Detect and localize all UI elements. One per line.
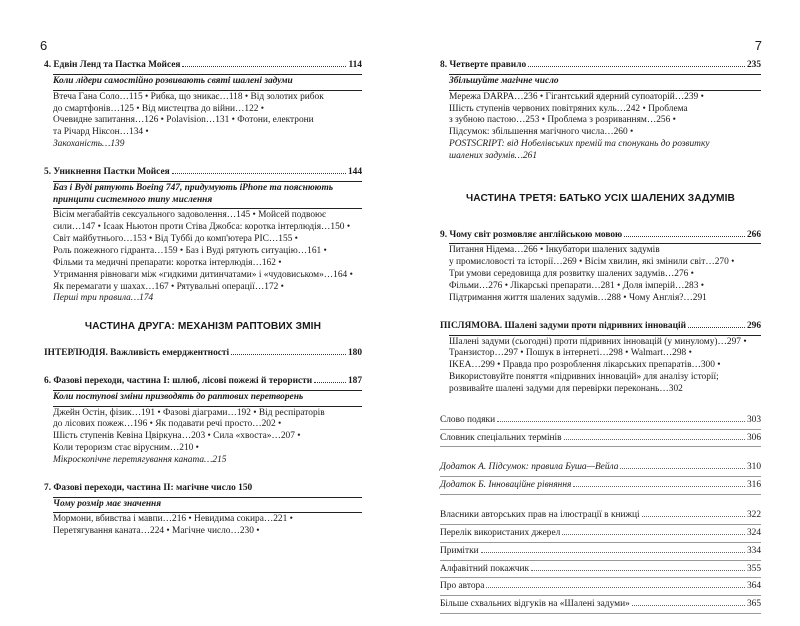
chapter-subtitle: Збільшуйте магічне число — [449, 75, 559, 86]
back-matter-item: Власники авторських прав на ілюстрації в книжці 322 — [440, 507, 761, 525]
toc-line: Вісім мегабайтів сексуального задоволення…145 • Мойсей подвоює — [53, 210, 327, 221]
leader-dots — [182, 66, 346, 67]
back-matter-item: Про автора 364 — [440, 578, 761, 596]
leader-dots — [573, 486, 745, 487]
divider — [449, 335, 761, 336]
toc-line: Фільми та медичні препарати: коротка інтерлюдія…162 • — [53, 257, 282, 268]
toc-line: Коли тероризм стає вірусним…210 • — [53, 443, 199, 454]
chapter-title: 7. Фазові переходи, частина II: магічне число 150 — [44, 482, 253, 493]
toc-line: Шість ступенів червоних повітряних куль…242 • Проблема — [449, 103, 688, 114]
chapter-title: 4. Едвін Ленд та Пастка Мойсея — [44, 60, 181, 70]
chapter-subtitle: Чому розмір має значення — [53, 498, 162, 509]
chapter-heading — [44, 167, 362, 179]
chapter-heading — [44, 483, 362, 495]
chapter-subtitle: Коли поступові зміни призводять до раптових перетворень — [53, 391, 304, 402]
toc-line: у промисловості та історії…269 • Вісім хвилин, які змінили світ…270 • — [449, 257, 735, 268]
toc-line: Роль пожежного гідранта…159 • Баз і Вуді рятують ситуацію…161 • — [53, 245, 327, 256]
toc-line: IKEA…299 • Правда про розроблення лікарських препаратів…300 • — [449, 360, 721, 371]
toc-line: Перетягування каната…224 • Магічне число…230 • — [53, 526, 260, 537]
toc-line: Транзистор…297 • Пошук в інтернеті…298 • Walmart…298 • — [449, 348, 692, 359]
toc-line: Утримання рівноваги між «гидкими дитинчатами» і «чудовиськом»…164 • — [53, 269, 353, 280]
part-two-heading: ЧАСТИНА ДРУГА: МЕХАНІЗМ РАПТОВИХ ЗМІН — [84, 321, 322, 333]
toc-chapter-8 — [440, 60, 761, 163]
chapter-title: 5. Уникнення Пастки Мойсея — [44, 166, 170, 177]
divider — [53, 181, 362, 182]
leader-dots — [528, 66, 745, 67]
chapter-title: ПІСЛЯМОВА. Шалені задуми проти підривних інновацій — [440, 320, 687, 331]
toc-line: Втеча Гана Соло…115 • Рибка, що зникає…118 • Від золотих рибок — [53, 91, 324, 102]
chapter-page: 114 — [348, 60, 362, 70]
divider — [53, 497, 362, 498]
divider — [449, 74, 761, 75]
toc-chapter-6 — [44, 376, 362, 467]
toc-line: до смартфонів…125 • Від мистецтва до війни…122 • — [53, 103, 265, 114]
toc-chapter-9 — [440, 230, 761, 305]
toc-chapter-5 — [44, 167, 362, 305]
leader-dots — [231, 354, 346, 355]
leader-dots — [562, 534, 745, 535]
toc-line: Шість ступенів Кевіна Цвіркуна…203 • Сила «хвоста»…207 • — [53, 431, 301, 442]
interlude-title: ІНТЕРЛЮДІЯ. Важливість емерджентності — [44, 348, 230, 359]
chapter-heading — [44, 376, 362, 388]
leader-dots — [497, 421, 745, 422]
leader-dots — [481, 552, 745, 553]
chapter-subtitle: Коли лідери самостійно розвивають святі шалені задуми — [53, 75, 293, 86]
toc-line: Питання Нідема…266 • Інкубатори шалених задумів — [449, 245, 660, 256]
toc-column — [44, 60, 362, 554]
divider — [449, 90, 761, 91]
leader-dots — [642, 516, 745, 517]
leader-dots — [632, 605, 745, 606]
chapter-heading — [440, 230, 761, 242]
back-matter-item: Більше схвальних відгуків на «Шалені задуми» 365 — [440, 596, 761, 614]
toc-line: Закоханість…139 — [53, 139, 125, 150]
toc-line: Перші три правила…174 — [53, 293, 154, 304]
chapter-subtitle: Баз і Вуді рятують Boeing 747, придумують iPhone та пояснюють принципи системного типу мислення — [53, 182, 334, 205]
back-matter-group-3 — [440, 507, 761, 614]
toc-line: розвивайте шалені задуми для перевірки переконань…302 — [449, 383, 683, 394]
chapter-page: 235 — [746, 60, 761, 70]
toc-chapter-7 — [44, 483, 362, 538]
divider — [53, 90, 362, 91]
toc-line: Очевидне запитання…126 • Polavision…131 • Фотони, електрони — [53, 115, 314, 126]
chapter-title: 6. Фазові переходи, частина I: шлюб, лісові пожежі й терористи — [44, 375, 313, 386]
toc-line: до лісових пожеж…196 • Як подавати речі просто…202 • — [53, 419, 282, 430]
right-page — [400, 0, 800, 610]
toc-line: Мікроскопічне перетягування каната…215 — [53, 454, 227, 465]
leader-dots — [624, 236, 745, 237]
page-number: 6 — [40, 38, 48, 53]
toc-line: Підсумок: збільшення магічного числа…260 • — [449, 127, 634, 138]
back-matter-item: Алфавітний покажчик 355 — [440, 561, 761, 579]
chapter-title: 8. Четверте правило — [440, 60, 527, 70]
interlude-heading — [44, 348, 362, 360]
toc-line: сили…147 • Ісаак Ньютон проти Стіва Джобса: коротка інтерлюдія…150 • — [53, 222, 351, 233]
toc-line: Мормони, вбивства і мавпи…216 • Невидима сокира…221 • — [53, 514, 293, 525]
toc-line: Фільми…276 • Лікарські препарати…281 • Доля імперій…283 • — [449, 280, 705, 291]
back-matter-item: Слово подяки 303 — [440, 412, 761, 430]
leader-dots — [688, 327, 745, 328]
toc-line: шалених задумів…261 — [449, 150, 538, 161]
chapter-page: 296 — [746, 320, 761, 331]
leader-dots — [314, 382, 346, 383]
divider — [53, 406, 362, 407]
toc-afterword — [440, 321, 761, 396]
chapter-page: 187 — [347, 375, 362, 386]
interlude-page: 180 — [347, 348, 362, 359]
toc-line: Використовуйте поняття «підривних інновацій» для аналізу історії; — [449, 372, 719, 383]
leader-dots — [564, 439, 745, 440]
toc-line: Мережа DARPA…236 • Гігантський ядерний супоаторій…239 • — [449, 91, 704, 102]
chapter-heading — [440, 60, 761, 72]
back-matter-item: Додаток А. Підсумок: правила Буша—Вейла 310 — [440, 459, 761, 477]
divider — [53, 74, 362, 75]
chapter-heading — [44, 60, 362, 72]
toc-line: Шалені задуми (сьогодні) проти підривних інновацій (у минулому)…297 • — [449, 336, 747, 347]
toc-chapter-4 — [44, 60, 362, 151]
back-matter-item: Словник спеціальних термінів 306 — [440, 430, 761, 448]
toc-line: POSTSCRIPT: від Нобелівських премій та спонукань до розвитку — [449, 139, 710, 150]
divider — [53, 390, 362, 391]
leader-dots — [620, 468, 745, 469]
chapter-page: 266 — [746, 229, 761, 240]
chapter-page: 144 — [347, 166, 362, 177]
toc-line: Світ майбутнього…153 • Від Туббі до комп'ютера PIC…155 • — [53, 234, 298, 245]
left-page — [0, 0, 400, 570]
toc-column — [440, 60, 761, 626]
back-matter-item: Додаток Б. Інноваційне рівняння 316 — [440, 477, 761, 495]
toc-line: та Річард Ніксон…134 • — [53, 127, 149, 138]
toc-line: Джейн Остін, фізик…191 • Фазові діаграми…192 • Від респіраторів — [53, 407, 325, 418]
part-three-heading: ЧАСТИНА ТРЕТЯ: БАТЬКО УСІХ ШАЛЕНИХ ЗАДУМІВ — [465, 192, 736, 204]
back-matter-item: Перелік використаних джерел 324 — [440, 525, 761, 543]
back-matter-group-1 — [440, 412, 761, 448]
page-number: 7 — [754, 38, 762, 53]
toc-line: Як перемагати у шахах…167 • Рятувальні операції…172 • — [53, 281, 284, 292]
chapter-title: 9. Чому світ розмовляє англійською мовою — [440, 229, 623, 240]
toc-line: Три умови середовища для розвитку шалених задумів…276 • — [449, 269, 694, 280]
toc-line: з зубною пастою…253 • Проблема з розриванням…256 • — [449, 115, 676, 126]
chapter-heading — [440, 321, 761, 333]
leader-dots — [172, 173, 346, 174]
back-matter-item: Примітки 334 — [440, 543, 761, 561]
back-matter-group-2 — [440, 459, 761, 495]
leader-dots — [486, 587, 745, 588]
toc-line: Підтримання життя шалених задумів…288 • Чому Англія?…291 — [449, 292, 707, 303]
